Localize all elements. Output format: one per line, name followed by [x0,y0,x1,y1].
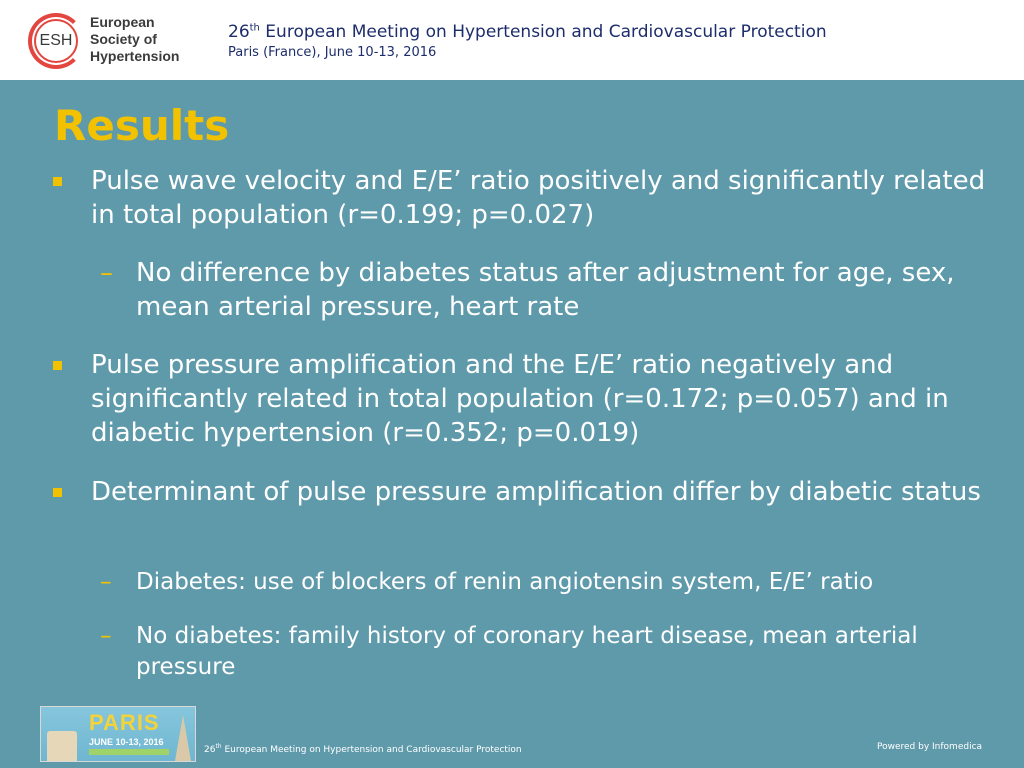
logo-line-2: Society of [90,31,157,47]
conference-title [228,22,827,42]
bullet-3-text: Determinant of pulse pressure amplification differ by diabetic status [91,477,981,507]
bullet-3 [91,475,991,509]
bullet-2-text: Pulse pressure amplification and the E/E’ ratio negatively and significantly related in total population (r=0.172; p=0.057) and in diabetic hypertension (r=0.352; p=0.019) [91,350,949,448]
bullet-3-sub-2 [100,621,986,683]
logo-line-1: European [90,14,155,30]
arch-icon [47,731,77,761]
bullet-1-sub-1-text: No difference by diabetes status after adjustment for age, sex, mean arterial pressure, heart rate [136,258,955,322]
conference-suffix: th [249,22,260,34]
bullet-square-icon [53,488,62,497]
paris-logo-strip [89,749,169,755]
footer-conference-title [204,743,522,755]
conference-title-text: European Meeting on Hypertension and Cardiovascular Protection [259,22,827,42]
esh-logo-name [90,14,210,65]
paris-logo-date: JUNE 10-13, 2016 [89,737,164,747]
bullet-square-icon [53,361,62,370]
esh-logo-abbr: ESH [39,32,73,49]
bullet-square-icon [53,177,62,186]
footer-conference-number: 26 [204,745,216,755]
logo-line-3: Hypertension [90,48,180,64]
powered-by: Powered by Infomedica [877,742,983,752]
dash-icon: – [100,569,112,595]
conference-number: 26 [228,22,250,42]
eiffel-tower-icon [175,715,191,761]
conference-location: Paris (France), June 10-13, 2016 [228,45,437,60]
bullet-1 [91,164,991,232]
bullet-2 [91,348,991,450]
paris-meeting-logo [40,706,196,762]
bullet-1-text: Pulse wave velocity and E/E’ ratio positively and significantly related in total population (r=0.199; p=0.027) [91,166,986,230]
footer-conference-suffix: th [215,743,222,750]
header-bar [0,0,1024,80]
paris-logo-text: PARIS [89,710,160,735]
bullet-3-sub-1-text: Diabetes: use of blockers of renin angiotensin system, E/E’ ratio [136,569,874,595]
bullet-3-sub-2-text: No diabetes: family history of coronary heart disease, mean arterial pressure [136,623,918,680]
bullet-1-sub-1 [100,256,986,324]
dash-icon: – [100,258,113,288]
bullet-3-sub-1 [100,567,986,598]
dash-icon: – [100,623,112,649]
footer-conference-title-text: European Meeting on Hypertension and Cardiovascular Protection [221,745,522,755]
slide-title: Results [54,101,230,150]
